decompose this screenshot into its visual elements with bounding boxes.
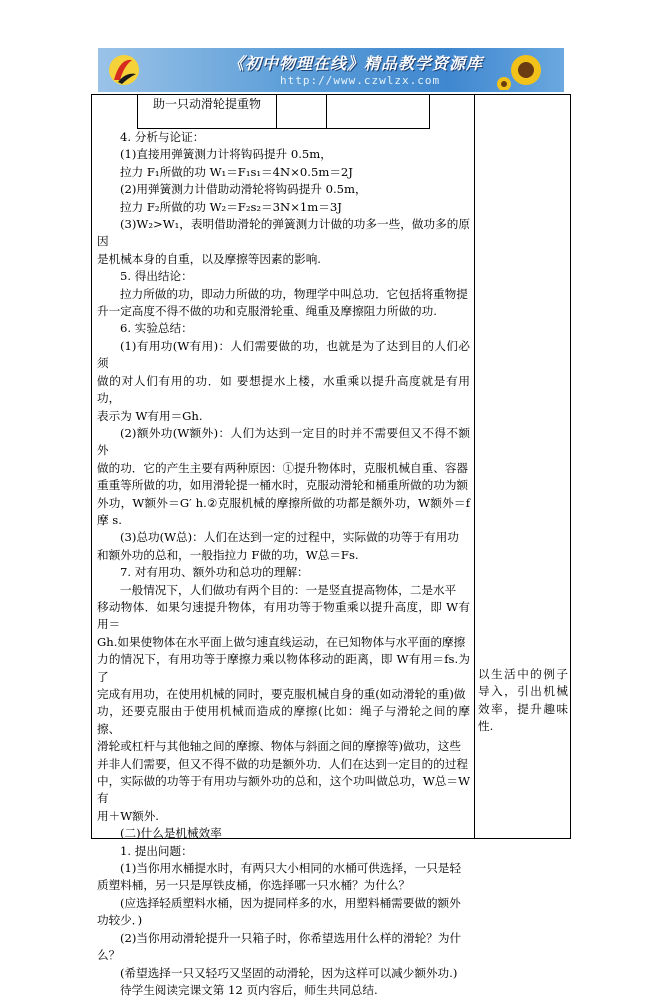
experiment-subtable	[137, 94, 430, 129]
content-line: (希望选择一只又轻巧又坚固的动滑轮，因为这样可以减少额外功.)	[120, 965, 458, 980]
logo-icon	[106, 52, 142, 88]
subtable-cell: 助一只动滑轮提重物	[138, 94, 277, 128]
content-line: 表示为 W有用＝Gh.	[97, 408, 203, 423]
content-line: (2)额外功(W额外)：人们为达到一定目的时并不需要但又不得不额外	[97, 425, 470, 458]
content-line: 4. 分析与论证：	[120, 130, 205, 144]
content-line: 功较少．)	[97, 913, 143, 928]
content-line: (应选择轻质塑料水桶，因为提同样多的水，用塑料桶需要做的额外	[120, 895, 461, 910]
banner-title: 《初中物理在线》精品教学资源库	[228, 54, 484, 73]
content-line: 质塑料桶，另一只是厚铁皮桶，你选择哪一只水桶？为什么？	[97, 878, 411, 893]
content-line: (3)总功(W总)：人们在达到一定的过程中，实际做的功等于有用功	[120, 530, 459, 545]
content-line: 5. 得出结论：	[120, 269, 193, 284]
content-line: 移动物体．如果匀速提升物体，有用功等于物重乘以提升高度，即 W有用＝	[97, 599, 470, 632]
content-line: (二)什么是机械效率	[120, 826, 222, 841]
content-line: 重重等所做的功，如用滑轮提一桶水时，克服动滑轮和桶重所做的功为额	[97, 478, 469, 493]
header-banner	[98, 48, 564, 92]
content-line: (1)当你用水桶提水时，有两只大小相同的水桶可供选择，一只是轻	[120, 861, 462, 876]
content-line: (3)W₂>W₁，表明借助滑轮的弹簧测力计做的功多一些，做功多的原因	[97, 217, 470, 249]
content-line: 一般情况下，人们做功有两个目的：一是竖直提高物体，二是水平	[120, 582, 457, 597]
subtable-empty-cell	[277, 94, 327, 128]
banner-url: http://www.czwlzx.com	[280, 74, 441, 87]
content-line: 中，实际做的功等于有用功与额外功的总和，这个功叫做总功，W总＝W有	[97, 774, 470, 806]
content-line: 拉力所做的功，即动力所做的功，物理学中叫总功．它包括将重物提	[120, 286, 468, 301]
content-line: (2)用弹簧测力计借助动滑轮将钩码提升 0.5m，	[120, 182, 367, 197]
content-line: (1)直接用弹簧测力计将钩码提升 0.5m，	[120, 147, 332, 162]
content-line: Gh.如果使物体在水平面上做匀速直线运动，在已知物体与水平面的摩擦	[97, 634, 466, 649]
content-line: 并非人们需要，但又不得不做的功是额外功．人们在达到一定目的的过程	[97, 756, 469, 771]
content-line: 7. 对有用功、额外功和总功的理解：	[120, 565, 309, 580]
content-line: 力的情况下，有用功等于摩擦力乘以物体移动的距离，即 W有用＝fs.为了	[97, 652, 470, 684]
content-line: 外功，W额外＝G′ h.②克服机械的摩擦所做的功都是额外功，W额外＝f摩 s.	[97, 495, 470, 527]
content-line: (1)有用功(W有用)：人们需要做的功，也就是为了达到目的人们必须	[97, 338, 470, 371]
content-line: 升一定高度不得不做的功和克服滑轮重、绳重及摩擦阻力所做的功.	[97, 304, 437, 319]
content-line: 1. 提出问题：	[120, 843, 193, 858]
content-line: 功，还要克服由于使用机械而造成的摩擦(比如：绳子与滑轮之间的摩擦、	[97, 704, 470, 736]
content-line: (2)当你用动滑轮提升一只箱子时，你希望选用什么样的滑轮？为什	[120, 930, 462, 945]
side-note: 以生活中的例子导入，引出机械效率，提升趣味性.	[478, 667, 568, 734]
content-line: 6. 实验总结：	[120, 321, 193, 336]
content-line: 和额外功的总和，一般指拉力 F做的功，W总＝Fs.	[97, 547, 359, 562]
content-line: 待学生阅读完课文第 12 页内容后，师生共同总结.	[120, 982, 378, 997]
content-line: 是机械本身的自重，以及摩擦等因素的影响.	[97, 251, 321, 266]
content-line: 用＋W额外.	[97, 808, 159, 823]
content-line: 滑轮或杠杆与其他轴之间的摩擦、物体与斜面之间的摩擦等)做功，这些	[97, 739, 461, 754]
content-line: 做的对人们有用的功．如 要想提水上楼，水重乘以提升高度就是有用功，	[97, 373, 470, 406]
content-line: 做的功．它的产生主要有两种原因：①提升物体时，克服机械自重、容器	[97, 460, 469, 475]
column-divider	[474, 94, 475, 839]
lesson-content	[97, 129, 470, 999]
content-line: 拉力 F₁所做的功 W₁＝F₁s₁＝4N×0.5m＝2J	[120, 164, 353, 179]
content-line: 完成有用功，在使用机械的同时，要克服机械自身的重(如动滑轮的重)做	[97, 687, 466, 701]
sunflower-icon	[496, 50, 556, 90]
content-line: 么？	[97, 948, 121, 963]
content-line: 拉力 F₂所做的功 W₂＝F₂s₂＝3N×1m＝3J	[120, 199, 342, 214]
